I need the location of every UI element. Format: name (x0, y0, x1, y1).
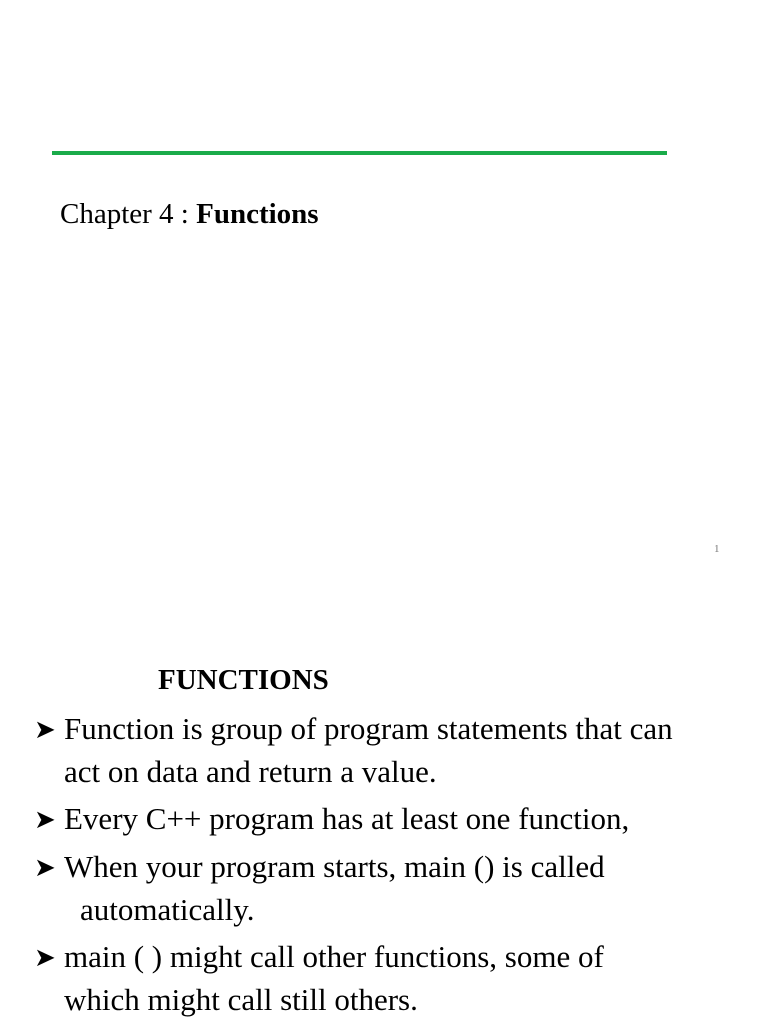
bullet-text: main ( ) might call other functions, some of (64, 939, 604, 974)
bullet-item (34, 936, 754, 1021)
bullet-text: When your program starts, main () is called (64, 849, 605, 884)
bullet-text: Function is group of program statements that can (64, 711, 673, 746)
bullet-item (34, 798, 754, 841)
bullet-item (34, 846, 754, 931)
arrowhead-bullet-icon: ➤ (34, 943, 56, 973)
chapter-title (60, 198, 319, 231)
bullet-item (34, 708, 754, 793)
bullet-text-continued: automatically. (80, 892, 255, 927)
arrowhead-bullet-icon: ➤ (34, 853, 56, 883)
chapter-title-prefix: Chapter 4 : (60, 198, 197, 230)
page-number: 1 (714, 543, 720, 555)
chapter-title-bold: Functions (196, 198, 319, 230)
bullet-text-continued: act on data and return a value. (64, 754, 437, 789)
green-divider-line (52, 151, 667, 155)
slide-functions (0, 600, 768, 1024)
bullet-text-continued: which might call still others. (64, 982, 418, 1017)
slide-heading: FUNCTIONS (158, 664, 329, 696)
arrowhead-bullet-icon: ➤ (34, 805, 56, 835)
bullet-list (34, 708, 754, 1026)
arrowhead-bullet-icon: ➤ (34, 715, 56, 745)
bullet-text: Every C++ program has at least one function, (64, 801, 630, 836)
